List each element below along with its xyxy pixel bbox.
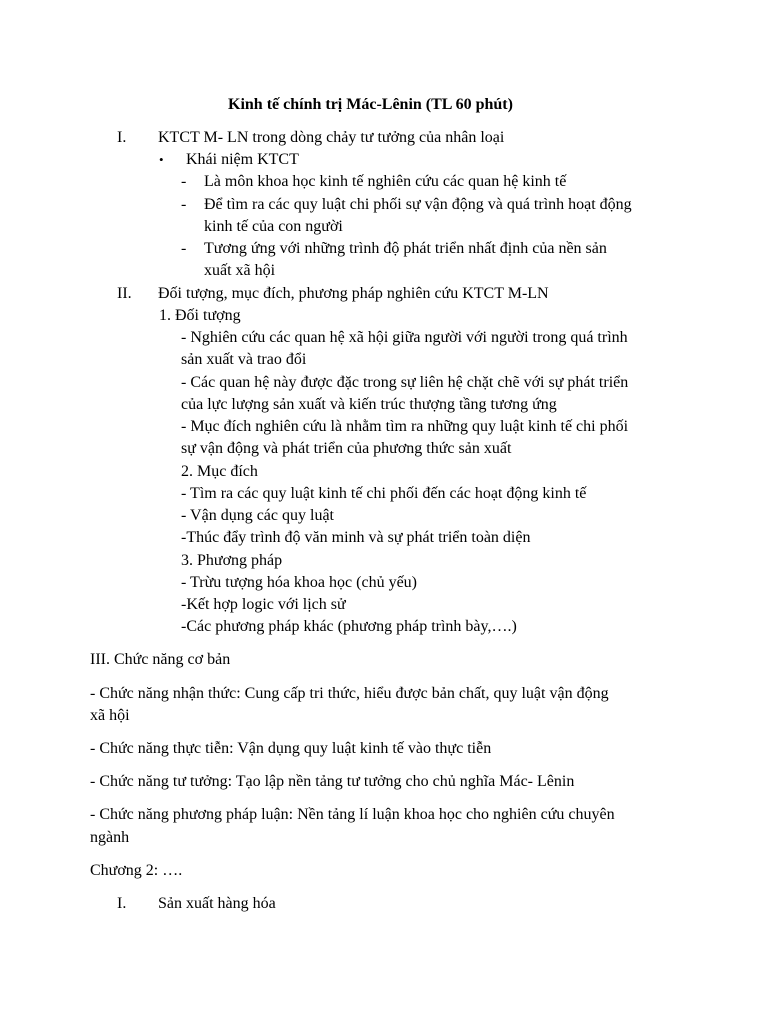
function-paragraph: - Chức năng thực tiễn: Vận dụng quy luật kinh tế vào thực tiễn	[90, 740, 492, 757]
section-2-number: II.	[117, 285, 132, 302]
section-2-line: - Tìm ra các quy luật kinh tế chi phối đến các hoạt động kinh tế	[181, 485, 587, 502]
section-2-line: - Nghiên cứu các quan hệ xã hội giữa người với người trong quá trình	[181, 329, 628, 346]
document-title: Kinh tế chính trị Mác-Lênin (TL 60 phút)	[228, 96, 513, 113]
section-1-item-cont: kinh tế của con người	[204, 218, 343, 235]
section-2-line: - Các quan hệ này được đặc trong sự liên hệ chặt chẽ với sự phát triển	[181, 374, 629, 391]
section-1-item-cont: xuất xã hội	[204, 262, 276, 279]
section-1-item: Là môn khoa học kinh tế nghiên cứu các quan hệ kinh tế	[204, 173, 567, 190]
function-paragraph-cont: ngành	[90, 829, 130, 846]
chapter-2-item-number: I.	[117, 895, 127, 912]
section-1-number: I.	[117, 129, 127, 146]
section-2-line: sản xuất và trao đổi	[181, 351, 307, 368]
dash-marker: -	[181, 196, 187, 213]
section-1-subheading: Khái niệm KTCT	[186, 151, 299, 168]
section-2-line: 3. Phương pháp	[181, 552, 283, 569]
function-paragraph: - Chức năng phương pháp luận: Nền tảng lí luận khoa học cho nghiên cứu chuyên	[90, 806, 615, 823]
section-2-line: sự vận động và phát triển của phương thức sản xuất	[181, 440, 512, 457]
function-paragraph: - Chức năng tư tưởng: Tạo lập nền tảng tư tưởng cho chủ nghĩa Mác- Lênin	[90, 773, 575, 790]
section-1-heading: KTCT M- LN trong dòng chảy tư tưởng của nhân loại	[158, 129, 505, 146]
section-2-line: -Thúc đẩy trình độ văn minh và sự phát triển toàn diện	[181, 529, 531, 546]
section-2-line: -Kết hợp logic với lịch sử	[181, 596, 346, 613]
section-3-heading: III. Chức năng cơ bản	[90, 651, 231, 668]
function-paragraph: - Chức năng nhận thức: Cung cấp tri thức, hiểu được bản chất, quy luật vận động	[90, 685, 609, 702]
chapter-2-heading: Chương 2: ….	[90, 862, 183, 879]
section-1-item: Để tìm ra các quy luật chi phối sự vận động và quá trình hoạt động	[204, 196, 632, 213]
section-2-line: -Các phương pháp khác (phương pháp trình bày,….)	[181, 618, 517, 635]
section-2-line: của lực lượng sản xuất và kiến trúc thượng tầng tương ứng	[181, 396, 557, 413]
section-2-heading: Đối tượng, mục đích, phương pháp nghiên cứu KTCT M-LN	[158, 285, 549, 302]
function-paragraph-cont: xã hội	[90, 707, 130, 724]
section-2-line: - Mục đích nghiên cứu là nhằm tìm ra những quy luật kinh tế chi phối	[181, 418, 629, 435]
section-2-line: - Vận dụng các quy luật	[181, 507, 334, 524]
dash-marker: -	[181, 173, 187, 190]
section-2-line: 1. Đối tượng	[159, 307, 241, 324]
chapter-2-item: Sản xuất hàng hóa	[158, 895, 276, 912]
bullet-icon: •	[159, 152, 164, 167]
section-1-item: Tương ứng với những trình độ phát triển nhất định của nền sản	[204, 240, 607, 257]
section-2-line: - Trừu tượng hóa khoa học (chủ yếu)	[181, 574, 417, 591]
section-2-line: 2. Mục đích	[181, 463, 258, 480]
dash-marker: -	[181, 240, 187, 257]
